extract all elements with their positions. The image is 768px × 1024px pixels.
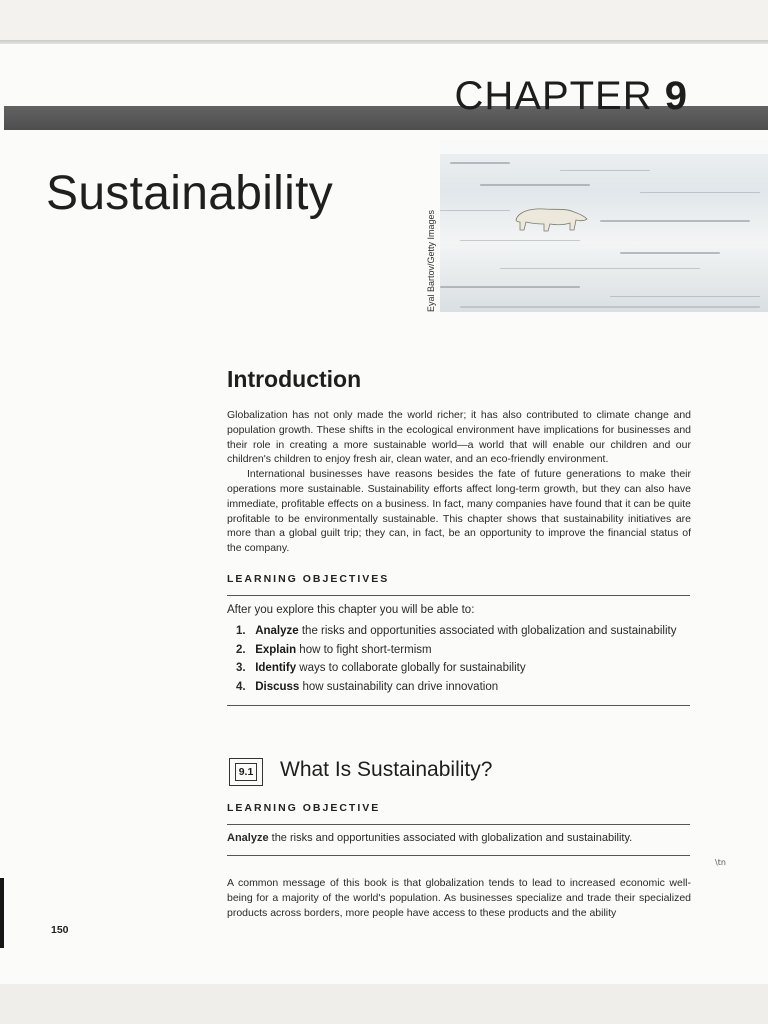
learning-objective-item	[236, 681, 676, 700]
ice-line	[500, 268, 700, 269]
ice-line	[640, 192, 760, 193]
chapter-title: Sustainability	[46, 167, 334, 220]
objective-verb: Identify	[255, 662, 297, 674]
scan-edge-mark	[0, 878, 4, 948]
objective-number: 4.	[236, 680, 246, 693]
objective-verb: Discuss	[255, 680, 300, 693]
ice-line	[450, 162, 510, 164]
objective-text: the risks and opportunities associated with globalization and sustainability	[298, 625, 677, 637]
introduction-heading: Introduction	[227, 366, 362, 392]
ice-line	[440, 210, 510, 211]
ice-line	[460, 240, 580, 241]
learning-objectives-intro: After you explore this chapter you will be able to:	[227, 604, 475, 616]
objective-verb: Analyze	[255, 625, 299, 637]
ice-line	[440, 286, 580, 288]
margin-mark: \tn	[715, 858, 726, 867]
chapter-number: 9	[664, 74, 688, 118]
learning-objective-heading: LEARNING OBJECTIVE	[227, 802, 381, 814]
learning-objectives-list	[236, 625, 676, 699]
page-number: 150	[51, 924, 69, 936]
learning-objective-item	[236, 625, 676, 644]
section-learning-objective	[227, 832, 691, 844]
divider-rule	[227, 855, 690, 856]
ice-line	[480, 184, 590, 186]
objective-text: the risks and opportunities associated with globalization and sustainability.	[268, 832, 633, 844]
objective-number: 3.	[236, 662, 246, 674]
ice-line	[610, 296, 760, 297]
divider-rule	[227, 595, 690, 596]
objective-text: how sustainability can drive innovation	[299, 680, 499, 693]
polar-bear-icon	[510, 202, 590, 234]
introduction-text	[227, 408, 691, 556]
section-body-text: A common message of this book is that globalization tends to lead to increased economic well-being for a majority of the world's population. As businesses specialize and trade their specialized products across borders, more people have access to these products and the ability	[227, 877, 691, 919]
objective-verb: Analyze	[227, 832, 269, 844]
introduction-paragraph: Globalization has not only made the world richer; it has also contributed to climate change and population growth. These shifts in the ecological environment have implications for businesses and their role in creating a more sustainable world—a world that will enable our children and our children's children to enjoy fresh air, clean water, and an eco-friendly environment.	[227, 409, 691, 466]
objective-text: how to fight short-termism	[296, 643, 432, 656]
learning-objective-item	[236, 644, 676, 663]
photo-credit: Eyal Bartov/Getty Images	[426, 209, 436, 312]
introduction-paragraph: International businesses have reasons besides the fate of future generations to make their operations more sustainable. Sustainability efforts affect long-term growth, but they can also have immediate, profitable effects on a business. In fact, many companies have found that it can be quite profitable to be environmentally sustainable. This chapter shows that sustainability initiatives are more than a global guilt trip; they can, in fact, be an opportunity to improve the financial status of the company.	[227, 468, 691, 555]
objective-text: ways to collaborate globally for sustainability	[296, 662, 526, 674]
ice-line	[620, 252, 720, 254]
objective-number: 1.	[236, 625, 246, 637]
ice-line	[460, 306, 760, 308]
section-title: What Is Sustainability?	[280, 758, 493, 781]
chapter-photo	[440, 140, 768, 312]
page-bottom-area	[0, 984, 768, 1024]
learning-objectives-heading: LEARNING OBJECTIVES	[227, 573, 390, 585]
section-number-badge	[229, 758, 263, 786]
photo-sky	[440, 140, 768, 154]
objective-verb: Explain	[255, 643, 297, 656]
ice-line	[600, 220, 750, 222]
chapter-word: CHAPTER	[454, 74, 653, 118]
section-number: 9.1	[235, 763, 258, 781]
chapter-label	[454, 76, 688, 116]
divider-rule	[227, 705, 690, 706]
divider-rule	[227, 824, 690, 825]
objective-number: 2.	[236, 643, 246, 656]
learning-objective-item	[236, 662, 676, 681]
ice-line	[560, 170, 650, 171]
